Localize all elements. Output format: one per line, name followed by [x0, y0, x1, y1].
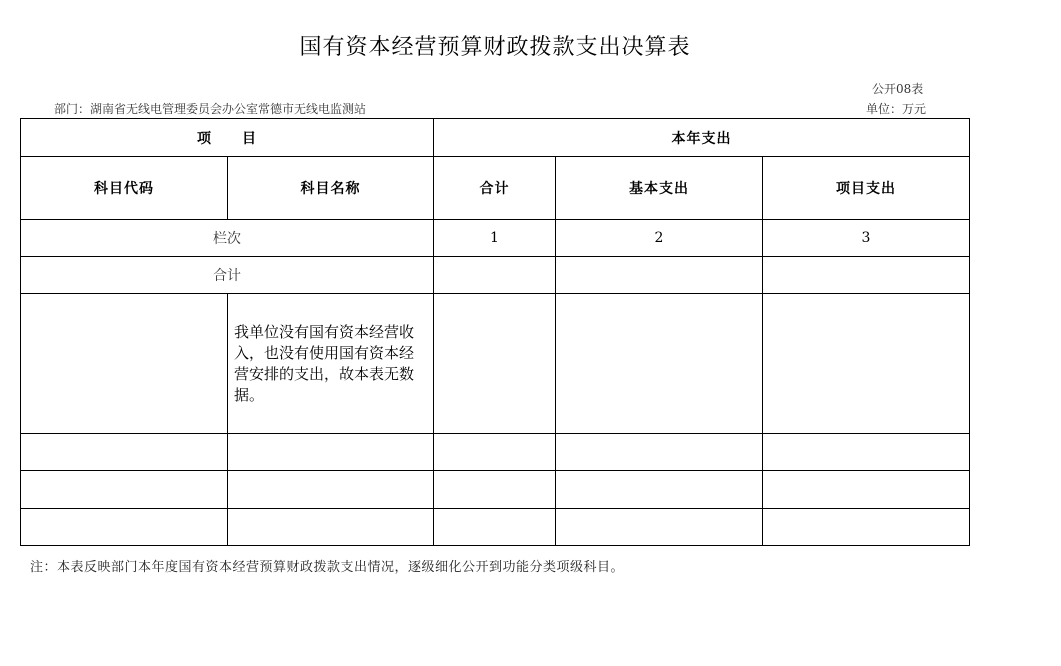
empty-cell — [556, 471, 763, 509]
empty-cell — [21, 471, 228, 509]
form-number: 公开08表 — [872, 82, 924, 96]
empty-cell — [21, 434, 228, 471]
row-label-total: 合计 — [21, 257, 434, 294]
department-label: 部门：湖南省无线电管理委员会办公室常德市无线电监测站 — [54, 102, 367, 116]
note-row — [21, 294, 970, 434]
empty-cell — [434, 471, 556, 509]
empty-cell — [434, 434, 556, 471]
row-label-sequence: 栏次 — [21, 220, 434, 257]
total-project-value — [763, 257, 970, 294]
empty-cell — [556, 294, 763, 434]
header-item: 项 目 — [21, 119, 434, 157]
seq-number-2: 2 — [556, 220, 763, 257]
header-row-1 — [21, 119, 970, 157]
total-row — [21, 257, 970, 294]
col-header-total: 合计 — [434, 157, 556, 220]
empty-cell — [763, 294, 970, 434]
empty-cell — [228, 509, 434, 546]
col-header-project: 项目支出 — [763, 157, 970, 220]
col-header-code: 科目代码 — [21, 157, 228, 220]
empty-cell — [556, 509, 763, 546]
empty-cell — [228, 471, 434, 509]
empty-cell — [434, 509, 556, 546]
no-data-note: 我单位没有国有资本经营收入，也没有使用国有资本经营安排的支出，故本表无数据。 — [234, 322, 415, 404]
table-row — [21, 434, 970, 471]
no-data-note-cell — [228, 294, 434, 434]
table-row — [21, 471, 970, 509]
page-title: 国有资本经营预算财政拨款支出决算表 — [299, 35, 691, 60]
empty-cell — [763, 509, 970, 546]
header-row-2 — [21, 157, 970, 220]
empty-cell — [21, 294, 228, 434]
empty-cell — [434, 294, 556, 434]
unit-label: 单位：万元 — [866, 102, 927, 116]
empty-cell — [763, 471, 970, 509]
expense-table — [20, 118, 970, 546]
sequence-row — [21, 220, 970, 257]
col-header-name: 科目名称 — [228, 157, 434, 220]
empty-cell — [556, 434, 763, 471]
empty-cell — [763, 434, 970, 471]
header-annual-expense: 本年支出 — [434, 119, 970, 157]
table-row — [21, 509, 970, 546]
total-value — [434, 257, 556, 294]
footnote: 注：本表反映部门本年度国有资本经营预算财政拨款支出情况，逐级细化公开到功能分类项级科目。 — [30, 560, 625, 575]
col-header-basic: 基本支出 — [556, 157, 763, 220]
seq-number-3: 3 — [763, 220, 970, 257]
seq-number-1: 1 — [434, 220, 556, 257]
empty-cell — [228, 434, 434, 471]
empty-cell — [21, 509, 228, 546]
total-basic-value — [556, 257, 763, 294]
